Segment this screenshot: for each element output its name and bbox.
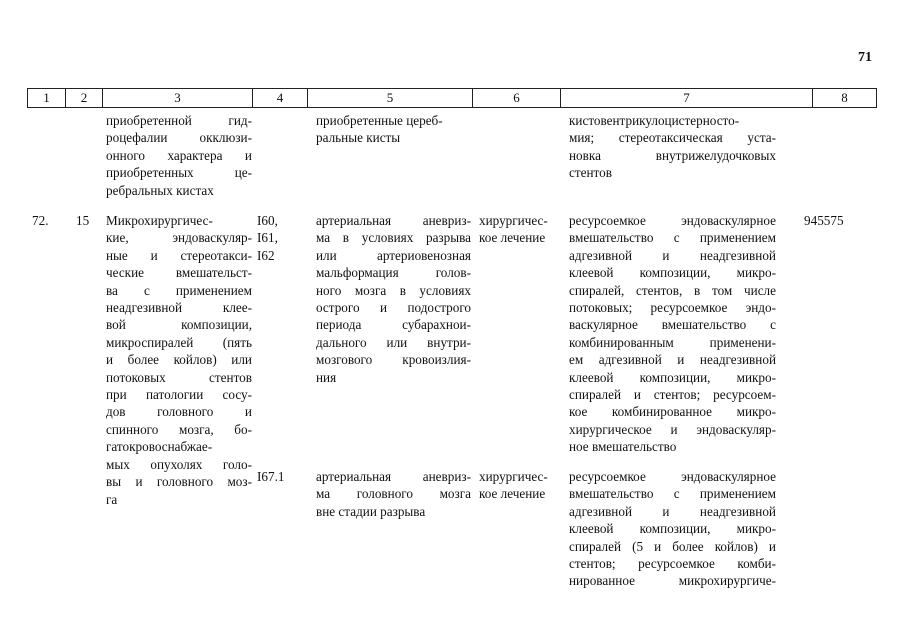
text-line: мых опухолях голо-: [106, 456, 252, 472]
text-line: стентов; ресурсоемкое комби-: [569, 556, 776, 572]
text-line: вмешательство с применением: [569, 486, 776, 502]
text-line: ребральных кистах: [106, 182, 214, 198]
icd-codes-a: [257, 212, 297, 264]
text-line: новка внутрижелудочковых: [569, 147, 776, 163]
text-line: мальформация голов-: [316, 265, 471, 281]
row-number: 72.: [32, 213, 49, 228]
text-line: приобретенные цереб-: [316, 113, 443, 128]
text-line: спиралей и стентов; ресурсоем-: [569, 387, 776, 403]
icd-codes-b: [257, 468, 297, 485]
header-cell-4: 4: [253, 89, 308, 107]
text-line: спиралей, стентов, в том числе: [569, 282, 776, 298]
text-line: ральные кисты: [316, 130, 401, 146]
diagnosis-a-text: [316, 212, 471, 386]
treatment-type-b: [479, 468, 561, 503]
text-line: адгезивной и неадгезивной: [569, 503, 776, 519]
text-line: мия; стереотаксическая уста-: [569, 130, 776, 146]
treatment-method-a-text: [569, 212, 776, 456]
diagnosis-b-text: [316, 468, 471, 520]
text-line: вой композиции,: [106, 317, 252, 333]
text-line: потоковых; ресурсоемкое эндо-: [569, 300, 776, 316]
continued-treatment-method-text: [569, 112, 776, 182]
text-line: ния: [316, 369, 337, 385]
text-line: кое комбинированное микро-: [569, 404, 776, 420]
text-line: I60,: [257, 213, 278, 228]
text-line: неадгезивной клее-: [106, 300, 252, 316]
treatment-method-b-text: [569, 468, 776, 590]
header-cell-5: 5: [308, 89, 473, 107]
text-line: ного мозга в условиях: [316, 282, 471, 298]
text-line: дального или внутри-: [316, 334, 471, 350]
text-line: дов головного и: [106, 404, 252, 420]
text-line: клеевой композиции, микро-: [569, 369, 776, 385]
text-line: комбинированным применени-: [569, 334, 776, 350]
page-number: 71: [858, 50, 872, 65]
text-line: I67.1: [257, 469, 285, 484]
text-line: га: [106, 491, 118, 507]
text-line: кое лечение: [479, 486, 546, 502]
continued-diagnosis-text: [316, 112, 471, 147]
text-line: ресурсоемкое эндоваскулярное: [569, 213, 776, 228]
text-line: кое лечение: [479, 230, 546, 246]
header-cell-2: 2: [66, 89, 103, 107]
text-line: ные и стереотакси-: [106, 247, 252, 263]
text-line: вмешательство с применением: [569, 230, 776, 246]
header-cell-7: 7: [561, 89, 813, 107]
treatment-type-a: [479, 212, 561, 247]
text-line: ма головного мозга: [316, 486, 471, 502]
header-cell-6: 6: [473, 89, 561, 107]
text-line: Микрохирургичес-: [106, 213, 213, 228]
text-line: периода субарахнои-: [316, 317, 471, 333]
text-line: адгезивной и неадгезивной: [569, 247, 776, 263]
text-line: приобретенной гид-: [106, 113, 252, 128]
text-line: и более койлов) или: [106, 352, 252, 368]
header-cell-8: 8: [841, 90, 848, 105]
text-line: ем адгезивной и неадгезивной: [569, 352, 776, 368]
text-line: клеевой композиции, микро-: [569, 521, 776, 537]
header-cell-3: 3: [103, 89, 253, 107]
text-line: при патологии сосу-: [106, 387, 252, 403]
text-line: спинного мозга, бо-: [106, 421, 252, 437]
text-line: артериальная аневриз-: [316, 213, 471, 228]
text-line: или артериовенозная: [316, 247, 471, 263]
text-line: стентов: [569, 165, 612, 181]
text-line: спиралей (5 и более койлов) и: [569, 538, 776, 554]
continued-condition-text: [106, 112, 252, 199]
text-line: мозгового кровоизлия-: [316, 352, 471, 368]
text-line: кистовентрикулоцистерносто-: [569, 113, 740, 128]
text-line: ное вмешательство: [569, 439, 677, 455]
text-line: ресурсоемкое эндоваскулярное: [569, 469, 776, 484]
text-line: кие, эндоваскуляр-: [106, 230, 252, 246]
text-line: приобретенных це-: [106, 165, 252, 181]
text-line: микроспиралей (пять: [106, 334, 252, 350]
table-header-row: [27, 88, 877, 108]
text-line: ма в условиях разрыва: [316, 230, 471, 246]
text-line: онного характера и: [106, 147, 252, 163]
text-line: I61,: [257, 230, 278, 246]
text-line: вы и головного моз-: [106, 474, 252, 490]
text-line: артериальная аневриз-: [316, 469, 471, 484]
quota-cost: 945575: [804, 213, 844, 228]
text-line: потоковых стентов: [106, 369, 252, 385]
text-line: роцефалии окклюзи-: [106, 130, 252, 146]
text-line: гатокровоснабжае-: [106, 439, 213, 455]
text-line: хирургическое и эндоваскуляр-: [569, 421, 776, 437]
text-line: ва с применением: [106, 282, 252, 298]
text-line: хирургичес-: [479, 469, 548, 484]
group-number: 15: [76, 213, 90, 228]
text-line: вне стадии разрыва: [316, 503, 426, 519]
text-line: I62: [257, 247, 275, 263]
procedure-name-text: [106, 212, 252, 508]
text-line: острого и подострого: [316, 300, 471, 316]
header-cell-1: 1: [28, 89, 66, 107]
text-line: хирургичес-: [479, 213, 548, 228]
text-line: васкулярное вмешательство с: [569, 317, 776, 333]
text-line: ческие вмешательст-: [106, 265, 252, 281]
text-line: клеевой композиции, микро-: [569, 265, 776, 281]
text-line: нированное микрохирургиче-: [569, 573, 776, 589]
